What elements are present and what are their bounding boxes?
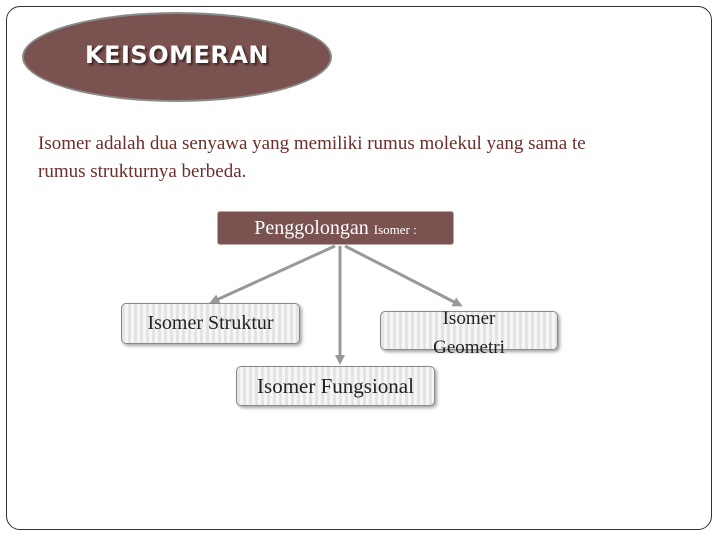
arrow-to-struktur	[212, 246, 335, 302]
node-isomer-geometri	[380, 307, 558, 358]
node-isomer-fungsional	[236, 366, 435, 406]
root-node-sublabel: Isomer :	[373, 222, 417, 237]
intro-line-1: Isomer adalah dua senyawa yang memiliki rumus molekul yang sama te	[38, 133, 586, 154]
node-isomer-struktur-label: Isomer Struktur	[147, 312, 274, 334]
node-isomer-struktur	[121, 303, 300, 344]
root-node	[217, 211, 454, 245]
arrow-to-geometri	[345, 246, 460, 305]
node-isomer-fungsional-label: Isomer Fungsional	[257, 373, 414, 398]
geometri-line-1: Isomer	[442, 307, 496, 329]
intro-line-2: rumus strukturnya berbeda.	[38, 161, 247, 182]
root-node-label: Penggolongan	[254, 216, 369, 239]
slide-title: KEISOMERAN	[84, 41, 270, 69]
node-isomer-geometri-label	[433, 304, 505, 362]
geometri-line-2: Geometri	[433, 336, 505, 358]
